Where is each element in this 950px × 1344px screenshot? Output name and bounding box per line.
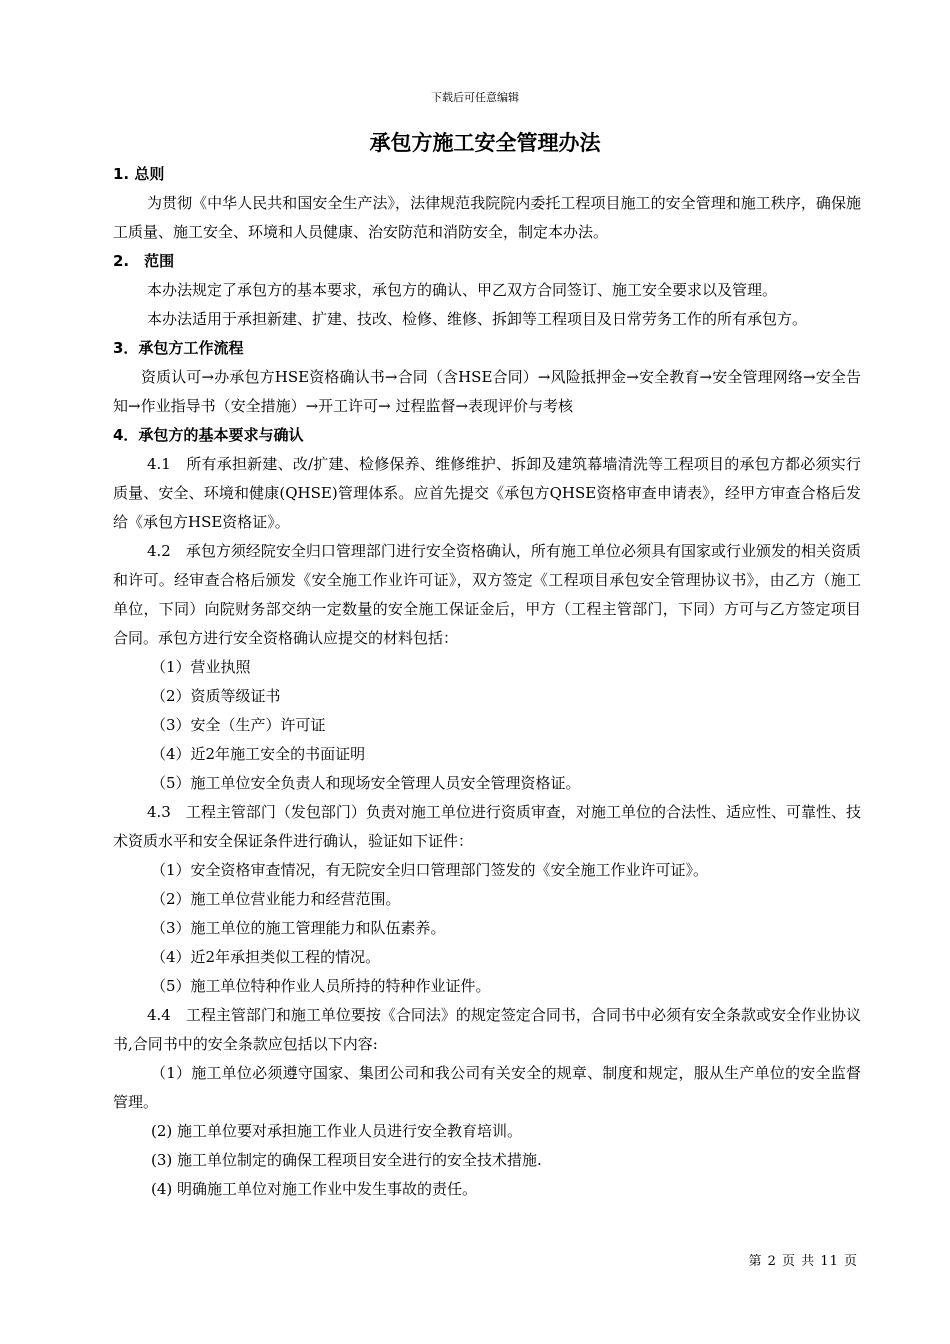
clause-4-3: 4.3 工程主管部门（发包部门）负责对施工单位进行资质审查，对施工单位的合法性、适应性、可靠性、技术资质水平和安全保证条件进行确认，验证如下证件：: [113, 803, 861, 850]
paragraph: 本办法适用于承担新建、扩建、技改、检修、维修、拆卸等工程项目及日常劳务工作的所有承包方。: [147, 310, 808, 328]
list-item: (4) 明确施工单位对施工作业中发生事故的责任。: [151, 1180, 478, 1198]
section-heading-scope: 2. 范围: [113, 252, 175, 270]
list-item: (2) 施工单位要对承担施工作业人员进行安全教育培训。: [151, 1122, 523, 1140]
list-item: （2）资质等级证书: [151, 687, 281, 705]
list-item: （5）施工单位特种作业人员所持的特种作业证件。: [151, 977, 491, 995]
header-note: 下载后可任意编辑: [431, 91, 519, 104]
list-item: （1）施工单位必须遵守国家、集团公司和我公司有关安全的规章、制度和规定，服从生产单位的安全监督管理。: [113, 1064, 861, 1111]
section-heading-general: 1. 总则: [113, 165, 165, 183]
list-item: （2）施工单位营业能力和经营范围。: [151, 890, 401, 908]
clause-4-1: 4.1 所有承担新建、改/扩建、检修保养、维修维护、拆卸及建筑幕墙清洗等工程项目的承包方都必须实行质量、安全、环境和健康(QHSE)管理体系。应首先提交《承包方QHSE资格审查申请表》，经甲方审查合格后发给《承包方HSE资格证》。: [113, 455, 861, 531]
list-item: （1）安全资格审查情况，有无院安全归口管理部门签发的《安全施工作业许可证》。: [151, 861, 709, 879]
paragraph: 资质认可→办承包方HSE资格确认书→合同（含HSE合同）→风险抵押金→安全教育→安全管理网络→安全告知→作业指导书（安全措施）→开工许可→ 过程监督→表现评价与考核: [113, 368, 861, 415]
list-item: （3）施工单位的施工管理能力和队伍素养。: [151, 919, 446, 937]
clause-4-2: 4.2 承包方须经院安全归口管理部门进行安全资格确认，所有施工单位必须具有国家或行业颁发的相关资质和许可。经审查合格后颁发《安全施工作业许可证》，双方签定《工程项目承包安全管理协议书》，由乙方（施工单位，下同）向院财务部交纳一定数量的安全施工保证金后，甲方（工程主管部门，下同）方可与乙方签定项目合同。承包方进行安全资格确认应提交的材料包括：: [113, 542, 861, 647]
page-title: 承包方施工安全管理办法: [369, 131, 601, 155]
clause-4-4: 4.4 工程主管部门和施工单位要按《合同法》的规定签定合同书，合同书中必须有安全条款或安全作业协议书,合同书中的安全条款应包括以下内容:: [113, 1006, 861, 1053]
list-item: （3）安全（生产）许可证: [151, 716, 326, 734]
list-item: （5）施工单位安全负责人和现场安全管理人员安全管理资格证。: [151, 774, 581, 792]
section-heading-requirements: 4．承包方的基本要求与确认: [113, 426, 304, 444]
section-heading-workflow: 3．承包方工作流程: [113, 339, 244, 357]
list-item: （4）近2年施工安全的书面证明: [151, 745, 366, 763]
page-number: 第 2 页 共 11 页: [748, 1254, 858, 1269]
list-item: （4）近2年承担类似工程的情况。: [151, 948, 381, 966]
paragraph: 为贯彻《中华人民共和国安全生产法》，法律规范我院院内委托工程项目施工的安全管理和施工秩序，确保施工质量、施工安全、环境和人员健康、治安防范和消防安全，制定本办法。: [113, 194, 861, 241]
document-body: [113, 160, 861, 1204]
list-item: (3) 施工单位制定的确保工程项目安全进行的安全技术措施.: [151, 1151, 542, 1169]
paragraph: 本办法规定了承包方的基本要求，承包方的确认、甲乙双方合同签订、施工安全要求以及管理。: [147, 281, 778, 299]
list-item: （1）营业执照: [151, 658, 251, 676]
